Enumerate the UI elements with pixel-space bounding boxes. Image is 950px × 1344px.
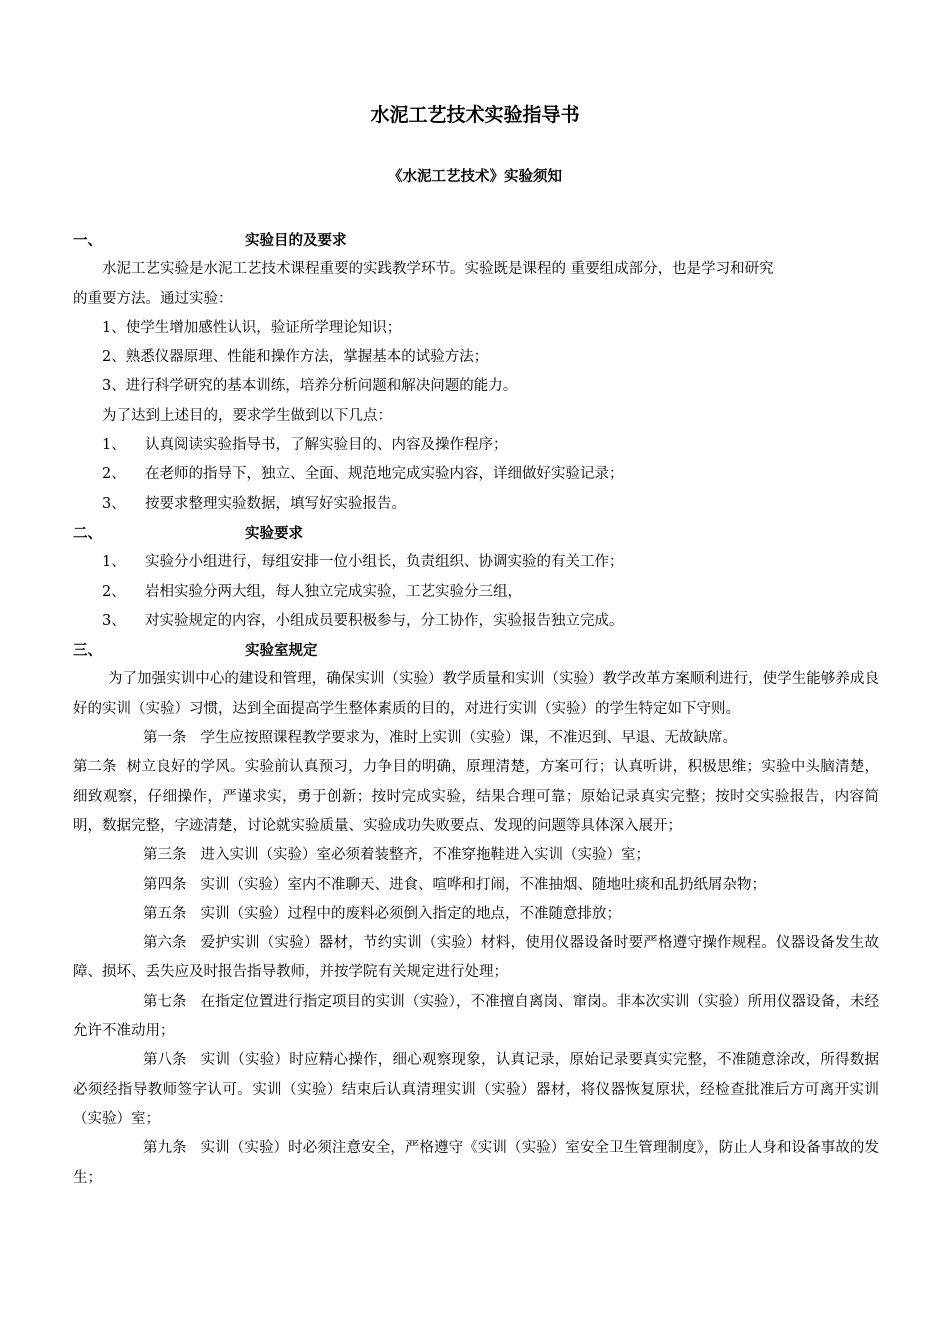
requirement-text: 按要求整理实验数据，填写好实验报告。 — [145, 495, 406, 512]
item-text: 岩相实验分两大组，每人独立完成实验，工艺实验分三组， — [145, 583, 522, 600]
article-label: 第八条 — [143, 1052, 187, 1069]
article — [73, 988, 879, 1047]
article-text: 进入实训（实验）室必须着装整齐，不准穿拖鞋进入实训（实验）室； — [200, 847, 650, 864]
section-3-title: 实验室规定 — [245, 642, 318, 660]
purpose-item: 1、使学生增加感性认识，验证所学理论知识； — [102, 319, 402, 336]
article-label: 第六条 — [143, 935, 187, 952]
article-label: 第三条 — [143, 847, 187, 864]
section-1-heading — [73, 226, 879, 255]
section-2-heading — [73, 519, 879, 548]
document-body — [73, 226, 879, 1193]
purpose-item: 2、熟悉仪器原理、性能和操作方法，掌握基本的试验方法； — [102, 349, 489, 366]
article — [73, 753, 879, 841]
section-3-heading — [73, 636, 879, 665]
experiment-requirement-item — [73, 548, 879, 577]
requirement-text: 在老师的指导下，独立、全面、规范地完成实验内容，详细做好实验记录； — [145, 466, 624, 483]
section-1-intro-line-1: 水泥工艺实验是水泥工艺技术课程重要的实践教学环节。实验既是课程的 重要组成部分，也是学习和研究 — [102, 261, 774, 278]
document-subtitle: 《水泥工艺技术》实验须知 — [388, 168, 562, 185]
section-3-number: 三、 — [73, 642, 102, 660]
article-text: 实训（实验）时应精心操作，细心观察现象，认真记录，原始记录要真实完整，不准随意涂改，所得数据必须经指导教师签字认可。实训（实验）结束后认真清理实训（实验）器材，将仪器恢复原状，经检查批准后方可离开实训（实验）室； — [73, 1052, 879, 1127]
experiment-requirement-item — [73, 578, 879, 607]
section-1-intro-line-2: 的重要方法。通过实验： — [73, 290, 233, 307]
section-2-title: 实验要求 — [245, 524, 303, 542]
article-text: 学生应按照课程教学要求为，准时上实训（实验）课，不准迟到、早退、无故缺席。 — [200, 730, 737, 747]
section-1-title: 实验目的及要求 — [245, 232, 347, 249]
item-number: 2、 — [102, 583, 126, 600]
article — [73, 900, 879, 929]
article — [73, 724, 879, 753]
article — [73, 841, 879, 870]
section-3-intro: 为了加强实训中心的建设和管理，确保实训（实验）教学质量和实训（实验）教学改革方案顺利进行，使学生能够养成良好的实训（实验）习惯，达到全面提高学生整体素质的目的，对进行实训（实验）的学生特定如下守则。 — [73, 671, 879, 717]
item-number: 3、 — [102, 612, 126, 629]
requirement-number: 1、 — [102, 437, 126, 454]
item-text: 实验分小组进行，每组安排一位小组长，负责组织、协调实验的有关工作； — [145, 554, 624, 571]
article — [73, 1134, 879, 1193]
article-text: 在指定位置进行指定项目的实训（实验），不准擅自离岗、窜岗。非本次实训（实验）所用仪器设备，未经允许不准动用； — [73, 993, 879, 1040]
article-text: 树立良好的学风。实验前认真预习，力争目的明确，原理清楚，方案可行；认真听讲，积极思维；实验中头脑清楚，细致观察，仔细操作，严谨求实，勇于创新；按时完成实验，结果合理可靠；原始记录真实完整；按时交实验报告，内容简明，数据完整，字迹清楚，讨论就实验质量、实验成功失败要点、发现的问题等具体深入展开； — [73, 759, 879, 834]
article-text: 爱护实训（实验）器材，节约实训（实验）材料，使用仪器设备时要严格遵守操作规程。仪器设备发生故障、损坏、丢失应及时报告指导教师，并按学院有关规定进行处理； — [73, 935, 879, 981]
requirement-number: 2、 — [102, 466, 126, 483]
requirement-item — [73, 431, 879, 460]
article-label: 第九条 — [143, 1140, 187, 1157]
article — [73, 929, 879, 988]
article-text: 实训（实验）时必须注意安全，严格遵守《实训（实验）室安全卫生管理制度》，防止人身和设备事故的发生； — [73, 1140, 879, 1186]
requirement-number: 3、 — [102, 495, 126, 512]
article-label: 第四条 — [143, 876, 187, 893]
article — [73, 871, 879, 900]
article-text: 实训（实验）过程中的废料必须倒入指定的地点，不准随意排放； — [200, 905, 621, 922]
purpose-item: 3、进行科学研究的基本训练，培养分析问题和解决问题的能力。 — [102, 378, 518, 395]
article-label: 第二条 — [73, 759, 117, 776]
experiment-requirement-item — [73, 607, 879, 636]
article — [73, 1046, 879, 1134]
article-label: 第五条 — [143, 905, 187, 922]
article-text: 实训（实验）室内不准聊天、进食、喧哗和打闹，不准抽烟、随地吐痰和乱扔纸屑杂物； — [200, 876, 766, 893]
item-number: 1、 — [102, 554, 126, 571]
item-text: 对实验规定的内容，小组成员要积极参与，分工协作，实验报告独立完成。 — [145, 612, 624, 629]
requirement-item — [73, 490, 879, 519]
section-1-number: 一、 — [73, 232, 102, 249]
section-2-number: 二、 — [73, 524, 102, 542]
requirement-text: 认真阅读实验指导书，了解实验目的、内容及操作程序； — [145, 437, 508, 454]
document-title: 水泥工艺技术实验指导书 — [370, 104, 580, 126]
article-label: 第七条 — [143, 993, 187, 1010]
requirement-intro: 为了达到上述目的，要求学生做到以下几点： — [102, 407, 392, 424]
article-label: 第一条 — [143, 730, 187, 747]
requirement-item — [73, 460, 879, 489]
